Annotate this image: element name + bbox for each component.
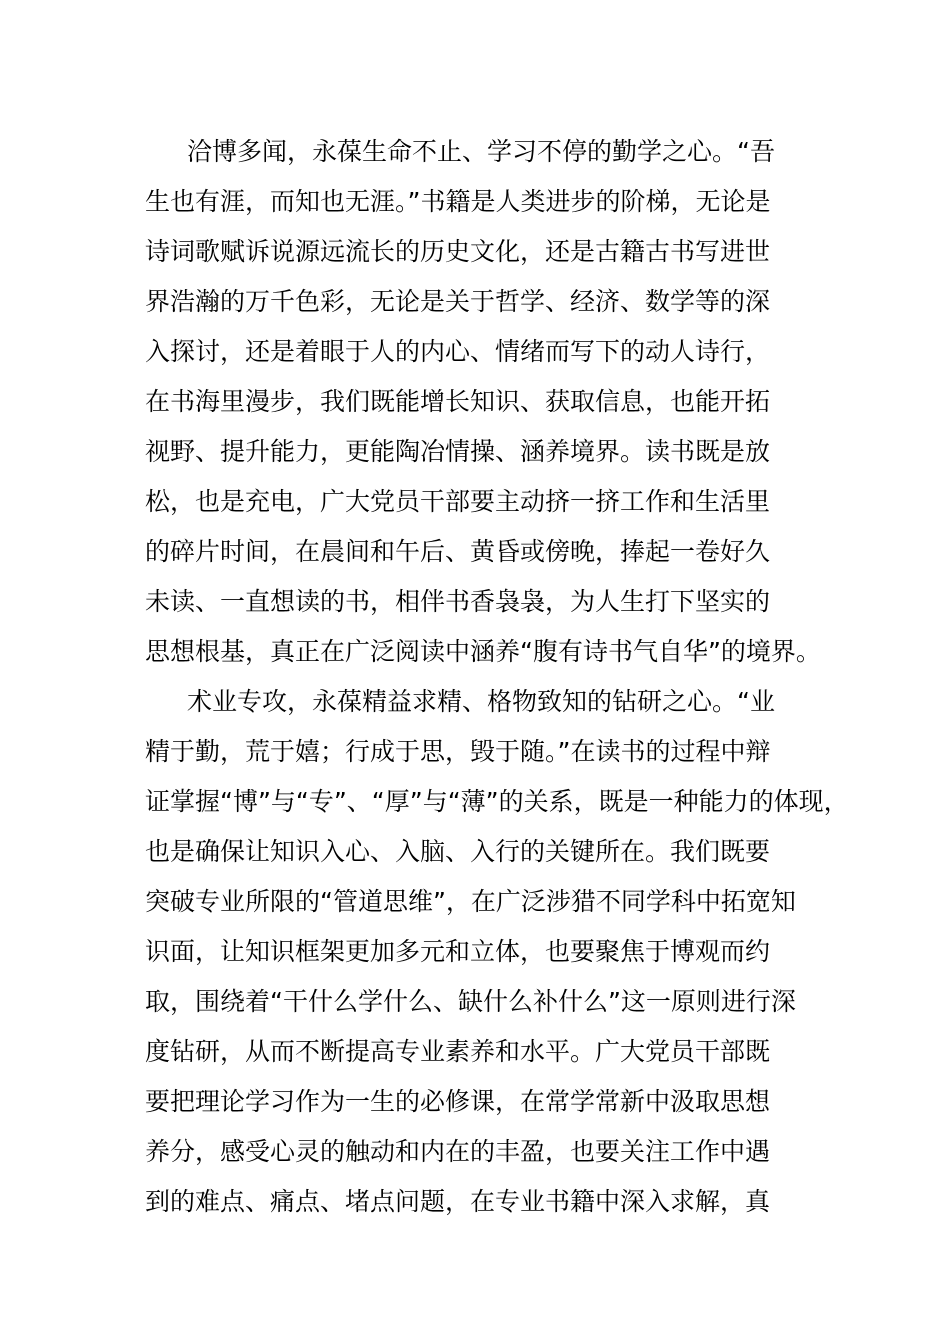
paragraph-1-line-7: 视野、提升能力，更能陶冶情操、涵养境界。读书既是放 xyxy=(145,437,771,466)
paragraph-1-line-1: 洽博多闻，永葆生命不止、学习不停的勤学之心。“吾 xyxy=(187,137,775,166)
paragraph-2-line-11: 到的难点、痛点、堵点问题，在专业书籍中深入求解，真 xyxy=(145,1187,771,1216)
paragraph-2-line-5: 突破专业所限的“管道思维”，在广泛涉猎不同学科中拓宽知 xyxy=(145,887,796,916)
paragraph-2-line-6: 识面，让知识框架更加多元和立体，也要聚焦于博观而约 xyxy=(145,937,771,966)
paragraph-1-line-3: 诗词歌赋诉说源远流长的历史文化，还是古籍古书写进世 xyxy=(145,237,771,266)
paragraph-1-line-8: 松，也是充电，广大党员干部要主动挤一挤工作和生活里 xyxy=(145,487,771,516)
paragraph-1-line-11: 思想根基，真正在广泛阅读中涵养“腹有诗书气自华”的境界。 xyxy=(145,637,821,666)
paragraph-2-line-8: 度钻研，从而不断提高专业素养和水平。广大党员干部既 xyxy=(145,1037,771,1066)
paragraph-1-line-6: 在书海里漫步，我们既能增长知识、获取信息，也能开拓 xyxy=(145,387,771,416)
paragraph-2-line-4: 也是确保让知识入心、入脑、入行的关键所在。我们既要 xyxy=(145,837,771,866)
paragraph-1-line-2: 生也有涯，而知也无涯。”书籍是人类进步的阶梯，无论是 xyxy=(145,187,771,216)
paragraph-1-line-10: 未读、一直想读的书，相伴书香袅袅，为人生打下坚实的 xyxy=(145,587,771,616)
document-body xyxy=(145,127,865,1227)
paragraph-2-line-2: 精于勤，荒于嬉；行成于思，毁于随。”在读书的过程中辩 xyxy=(145,737,771,766)
paragraph-1-line-9: 的碎片时间，在晨间和午后、黄昏或傍晚，捧起一卷好久 xyxy=(145,537,771,566)
paragraph-2-line-9: 要把理论学习作为一生的必修课，在常学常新中汲取思想 xyxy=(145,1087,771,1116)
paragraph-1-line-4: 界浩瀚的万千色彩，无论是关于哲学、经济、数学等的深 xyxy=(145,287,771,316)
paragraph-2-line-7: 取，围绕着“干什么学什么、缺什么补什么”这一原则进行深 xyxy=(145,987,796,1016)
paragraph-1-line-5: 入探讨，还是着眼于人的内心、情绪而写下的动人诗行， xyxy=(145,337,771,366)
paragraph-2-line-10: 养分，感受心灵的触动和内在的丰盈，也要关注工作中遇 xyxy=(145,1137,771,1166)
paragraph-2-line-3: 证掌握“博”与“专”、“厚”与“薄”的关系，既是一种能力的体现， xyxy=(145,787,849,816)
paragraph-2-line-1: 术业专攻，永葆精益求精、格物致知的钻研之心。“业 xyxy=(187,687,775,716)
